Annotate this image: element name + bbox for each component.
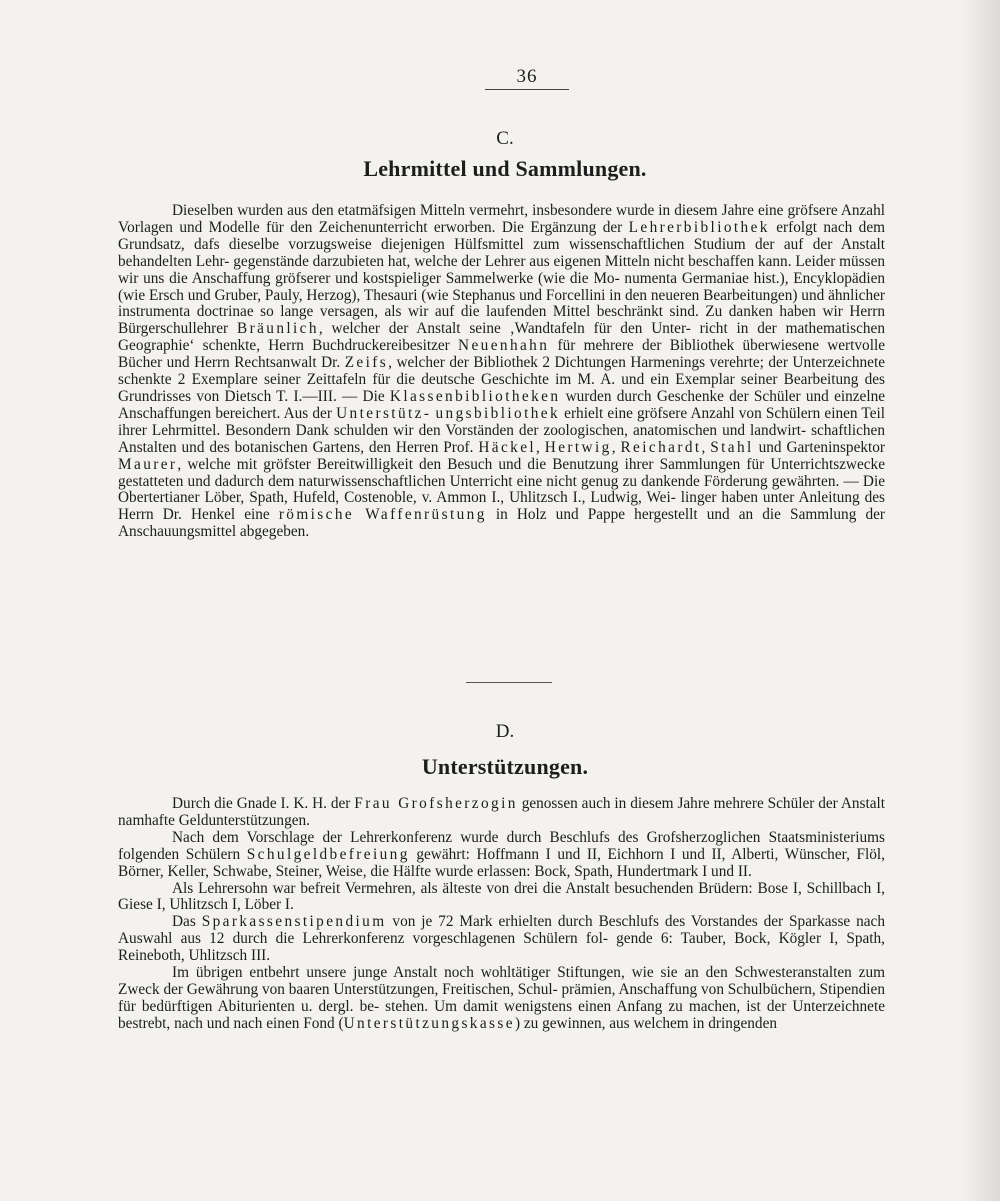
- text-line: Stephanus und Forcellini in den neueren Bearbeitungen) und ähnlicher instrumenta doctrinae: [118, 286, 885, 321]
- text-line: Holz und Pappe hergestellt und an die Sammlung der Anschauungsmittel abgegeben.: [118, 506, 885, 541]
- section-c-body: [118, 203, 885, 541]
- section-d-paragraph-4: [118, 914, 885, 965]
- text-line: wurden: [560, 387, 612, 405]
- spaced-term: Unterstütz-: [336, 404, 432, 422]
- section-divider: [466, 682, 552, 683]
- text-line: gende 6: Tauber, Bock, Kögler I, Spath, Reineboth, Uhlitzsch III.: [118, 930, 886, 965]
- section-d-paragraph-2: [118, 830, 885, 881]
- spaced-term: Stahl: [710, 438, 754, 456]
- spaced-term: Reichardt: [620, 438, 702, 456]
- text-line: welcher der Bibliothek 2 Dichtungen Harmenings verehrte; der Unterzeichnete schenkte 2: [118, 354, 885, 389]
- spaced-term: Schulgeldbefreiung: [246, 845, 410, 863]
- text-line: Staatsministeriums folgenden Schülern: [118, 828, 885, 863]
- text-line: prämien, Anschaffung von Schulbüchern, Stipendien für bedürftigen Abiturienten u. dergl. be-: [118, 980, 885, 1015]
- section-d-letter: D.: [495, 721, 515, 742]
- spaced-term: Unterstützungskasse: [343, 1014, 515, 1032]
- section-d-paragraph-5: [118, 965, 885, 1033]
- text-line: Schwesteranstalten zum Zweck der Gewährung von baaren Unterstützungen, Freitischen, Schul-: [118, 964, 885, 998]
- spaced-term: Hertwig: [544, 438, 612, 456]
- section-c-letter: C.: [496, 128, 514, 149]
- text-line: Brüdern: Bose I, Schillbach I, Giese I, Uhlitzsch I, Löber I.: [118, 879, 886, 914]
- text-line: Dieselben wurden aus den etatmäfsigen Mitteln vermehrt, insbesondere wurde in diesem: [172, 202, 718, 219]
- text-line: für mehrere der Bibliothek überwiesene wertvolle Bücher und Herrn Rechtsanwalt Dr.: [118, 337, 885, 372]
- text-line: erhielt eine gröfsere Anzahl von Schülern einen Teil ihrer Lehrmittel.: [118, 404, 885, 439]
- spaced-term: Maurer: [118, 455, 178, 473]
- text-line: Bearbeitung des Grundrisses von Dietsch T. I.—III. — Die: [118, 371, 886, 405]
- spaced-term: Sparkassenstipendium: [201, 913, 387, 931]
- text-line: ,: [388, 354, 392, 372]
- text-line: dem naturwissenschaftlichen Unterricht eine nicht genug zu dankende Förderung gewährten. —: [268, 472, 859, 490]
- text-line: Exemplare seiner Zeittafeln für die deutsche Geschichte im M. A. und ein Exemplar seiner: [191, 371, 778, 389]
- text-line: und Garteninspektor: [753, 438, 885, 456]
- text-line: schaftlichen Anstalten und des botanischen Gartens, den Herren Prof.: [118, 421, 885, 456]
- spaced-term: Häckel: [478, 438, 537, 456]
- text-line: Leider müssen wir uns die Anschaffung gröfserer und kostspieliger Sammelwerke (wie die Mo-: [118, 252, 886, 287]
- spaced-term: Bräunlich: [236, 320, 319, 338]
- text-line: Eichhorn I und II, Alberti, Wünscher, Flöl, Börner, Keller, Schwabe, Steiner, Weise, die Hälfte: [118, 845, 885, 880]
- text-line: ,: [536, 438, 545, 456]
- text-line: und nach einen Fond (: [206, 1014, 344, 1032]
- spaced-term: Neuenhahn: [458, 337, 550, 355]
- text-line: Besondern Dank schulden wir den Vorständen der zoologischen, anatomischen und landwirt-: [225, 421, 807, 439]
- text-line: ) zu gewinnen, aus welchem in dringenden: [514, 1014, 778, 1032]
- text-line: wurde erlassen: Bock, Spath, Hundertmark I und II.: [434, 862, 752, 880]
- spaced-term: Lehrerbibliothek: [628, 218, 770, 236]
- page-number: 36: [485, 66, 569, 90]
- spaced-term: ungsbibliothek: [435, 404, 561, 422]
- text-line: numenta Germaniae hist.), Encyklopädien (wie Ersch und Gruber, Pauly, Herzog), Thesauri (wie: [118, 269, 886, 304]
- section-d-paragraph-1: [118, 796, 885, 830]
- text-line: gegenstände darzubieten hat, welche der Lehrer aus eigenen Mitteln nicht beschaffen kann.: [233, 252, 792, 270]
- spaced-term: Klassenbibliotheken: [389, 387, 561, 405]
- spaced-term: Frau Grofsherzogin: [354, 795, 518, 812]
- text-line: , welche mit gröfster Bereitwilligkeit den: [177, 455, 442, 473]
- text-line: linger haben unter Anleitung des Herrn Dr. Henkel eine: [118, 489, 885, 524]
- text-line: erfolgt nach dem Grundsatz, dafs dieselbe vorzugsweise: [118, 218, 886, 253]
- text-line: Die Obertertianer Löber, Spath, Hufeld, Costenoble, v. Ammon I., Uhlitzsch I., Ludwig, Wei-: [118, 472, 886, 507]
- text-line: von je 72 Mark erhielten durch Beschlufs des Vorstandes: [386, 913, 758, 931]
- text-line: Herrn Bürgerschullehrer: [118, 303, 886, 338]
- text-line: Besuch und die Benutzung ihrer Sammlungen für Unterrichtszwecke gestatteten und dadurch: [118, 455, 885, 490]
- text-line: richt in der mathematischen Geographie‘ schenkte, Herrn Buchdruckereibesitzer: [118, 320, 885, 355]
- text-line: durch Geschenke der Schüler und einzelne Anschaffungen bereichert. Aus der: [118, 387, 886, 422]
- section-d-title: Unterstützungen.: [421, 754, 589, 779]
- text-line: mehrere Schüler der Anstalt namhafte Geldunterstützungen.: [118, 795, 886, 829]
- text-line: genossen auch in diesem Jahre: [517, 795, 710, 812]
- text-line: ,: [701, 438, 711, 456]
- text-line: der Sparkasse nach Auswahl aus 12 durch die Lehrerkonferenz vorgeschlagenen Schülern fol-: [118, 913, 885, 948]
- section-c-paragraph: [118, 203, 885, 541]
- text-line: Ergänzung der: [530, 218, 629, 236]
- section-c-title: Lehrmittel und Sammlungen.: [363, 156, 647, 181]
- text-line: ,: [611, 438, 616, 456]
- text-line: Als Lehrersohn war befreit Vermehren, als älteste von drei die Anstalt besuchenden: [172, 879, 694, 897]
- text-line: Nach dem Vorschlage der Lehrerkonferenz wurde durch Beschlufs des Grofsherzoglichen: [172, 828, 761, 846]
- text-line: stehen. Um damit wenigstens einen Anfang zu machen, ist der Unterzeichnete bestrebt, nach: [118, 997, 885, 1032]
- text-line: so lange versagen, als wir auf die laufenden Mittel beschränkt sind. Zu danken haben wir: [260, 303, 843, 321]
- section-d-paragraph-3: [118, 881, 885, 915]
- text-line: gewährt: Hoffmann I und II,: [409, 845, 601, 863]
- text-line: in: [486, 506, 508, 524]
- spaced-term: römische Waffenrüstung: [278, 506, 487, 524]
- text-line: Durch die Gnade I. K. H. der: [172, 795, 355, 812]
- text-line: Das: [172, 913, 202, 931]
- text-line: Jahre eine gröfsere Anzahl Vorlagen und Modelle für den Zeichenunterricht erworben. Die: [118, 202, 885, 236]
- text-line: Im übrigen entbehrt unsere junge Anstalt noch wohltätiger Stiftungen, wie sie an den: [172, 964, 728, 982]
- section-d-body: [118, 796, 885, 1033]
- spaced-term: Zeifs: [344, 354, 389, 372]
- text-line: diejenigen Hülfsmittel zum wissenschaftlichen Studium der auf der Anstalt behandelten Lehr-: [118, 235, 886, 270]
- text-line: , welcher der Anstalt seine ‚Wandtafeln für den Unter-: [318, 320, 691, 338]
